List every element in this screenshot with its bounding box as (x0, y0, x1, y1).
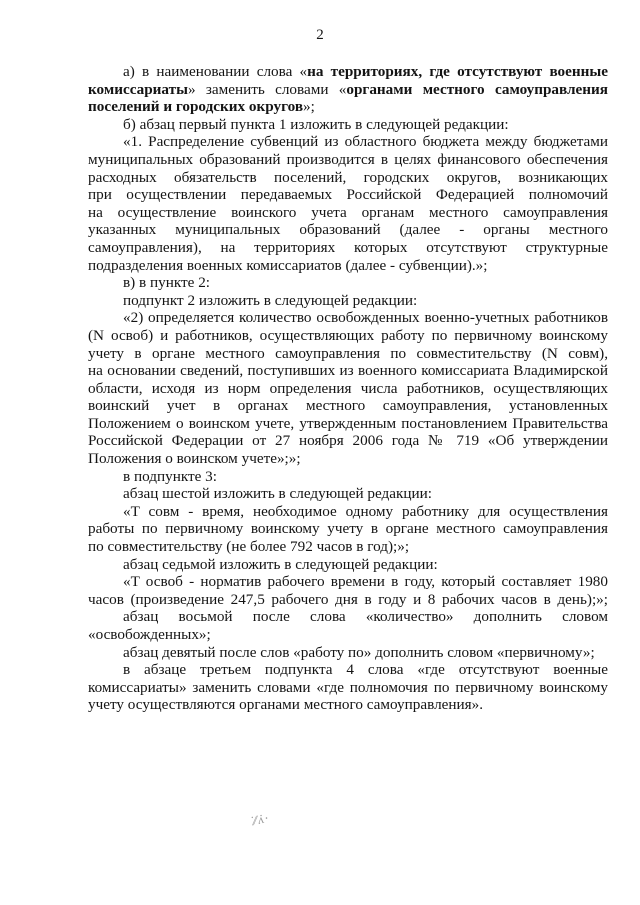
text-line (88, 98, 608, 116)
text-run: »; (303, 98, 315, 116)
bold-text: на территориях, где отсутствуют военные (307, 63, 608, 80)
text-line: часов (произведение 247,5 рабочего дня в году и 8 рабочих часов в день);»; (88, 590, 608, 608)
text-line: муниципальных образований производится в целях финансового обеспечения (88, 150, 608, 168)
text-line: указанных муниципальных образований (далее - органы местного (88, 221, 608, 239)
text-line: по совместительству (не более 792 часов в год);»; (88, 538, 410, 556)
text-line: Положения о воинском учете»;»; (88, 450, 301, 468)
page-number: 2 (316, 27, 324, 43)
text-line (88, 81, 608, 99)
text-line: абзац шестой изложить в следующей редакции: (123, 485, 432, 503)
text-line: «T освоб - норматив рабочего времени в году, который составляет 1980 (123, 573, 608, 591)
text-line: комиссариаты» заменить словами «где полномочия по первичному воинскому (88, 678, 608, 696)
scan-mark: ˙⁄⁄ ̇ʌ · (248, 810, 269, 829)
text-line: в подпункте 3: (123, 467, 217, 485)
text-line: на осуществление воинского учета органам местного самоуправления (88, 203, 608, 221)
text-line: учету осуществляются органами местного самоуправления». (88, 696, 484, 714)
text-line: области, исходя из норм определения числа работников, осуществляющих (88, 379, 608, 397)
text-line: «2) определяется количество освобожденных военно-учетных работников (123, 309, 608, 327)
text-line: в абзаце третьем подпункта 4 слова «где отсутствуют военные (123, 661, 608, 679)
text-line: расходных обязательств поселений, городских округов, возникающих (88, 168, 608, 186)
text-line: на основании сведений, поступивших из военного комиссариата Владимирской (88, 362, 608, 380)
text-line: подразделения военных комиссариатов (далее - субвенции).»; (88, 256, 488, 274)
text-line: «T совм - время, необходимое одному работнику для осуществления (123, 502, 608, 520)
text-line: подпункт 2 изложить в следующей редакции: (123, 291, 418, 309)
text-line: абзац седьмой изложить в следующей редакции: (123, 555, 438, 573)
text-run: » заменить словами « (187, 80, 347, 98)
text-line: работы по первичному воинскому учету в органе местного самоуправления (88, 520, 608, 538)
text-run: а) в наименовании слова « (123, 63, 308, 80)
text-line: Российской Федерации от 27 ноября 2006 года № 719 «Об утверждении (88, 432, 608, 450)
text-line: абзац восьмой после слова «количество» дополнить словом (123, 608, 608, 626)
bold-text: поселений и городских округов (88, 98, 304, 116)
text-line: Положением о воинском учете, утвержденным постановлением Правительства (88, 414, 608, 432)
text-line: «освобожденных»; (88, 626, 211, 643)
text-line: «1. Распределение субвенций из областного бюджета между бюджетами (123, 133, 608, 151)
document-body (88, 63, 608, 714)
text-line: самоуправления), на территориях которых отсутствуют структурные (88, 238, 608, 256)
text-line: абзац девятый после слов «работу по» дополнить словом «первичному»; (123, 643, 595, 661)
bold-text: органами местного самоуправления (346, 80, 608, 98)
text-line: при осуществлении передаваемых Российской Федерацией полномочий (88, 186, 608, 204)
text-line: (N освоб) и работников, осуществляющих работу по первичному воинскому (88, 326, 608, 344)
text-line: учету в органе местного самоуправления по совместительству (N совм), (88, 344, 608, 362)
text-line (88, 63, 608, 81)
bold-text: комиссариаты (88, 80, 188, 98)
text-line: воинский учет в органах местного самоуправления, установленных (88, 397, 608, 415)
text-line: в) в пункте 2: (123, 274, 211, 292)
text-line: б) абзац первый пункта 1 изложить в следующей редакции: (123, 115, 509, 133)
